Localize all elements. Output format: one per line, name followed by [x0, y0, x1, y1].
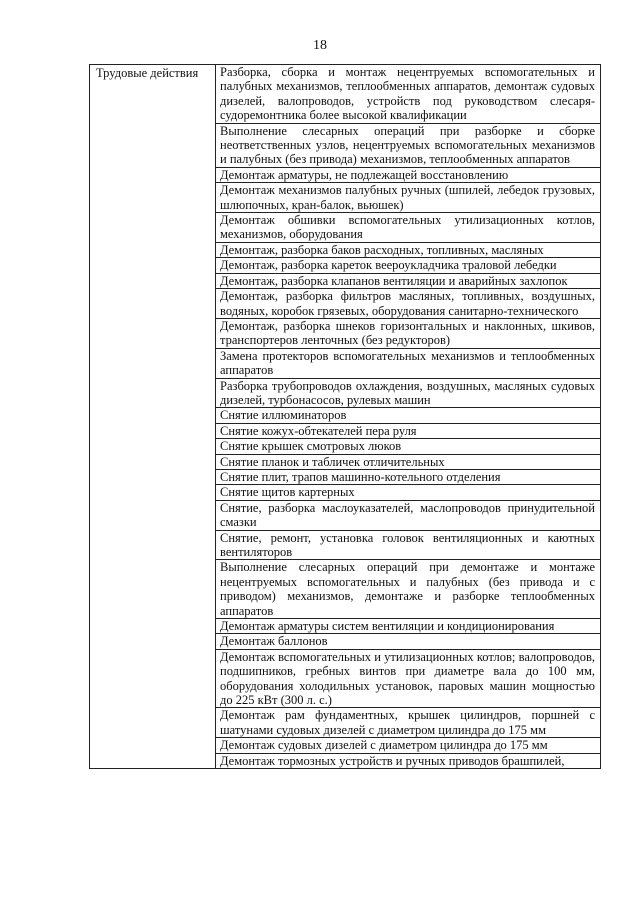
table-body — [90, 65, 601, 769]
table-cell: Снятие крышек смотровых люков — [216, 439, 601, 454]
table-cell: Демонтаж арматуры, не подлежащей восстановлению — [216, 167, 601, 182]
table-cell: Выполнение слесарных операций при демонтаже и монтаже нецентруемых вспомогательных и палубных (без привода и с приводом) механизмов, демонтаже и разборке теплообменных аппаратов — [216, 560, 601, 619]
table-cell: Снятие иллюминаторов — [216, 408, 601, 423]
table-cell: Демонтаж судовых дизелей с диаметром цилиндра до 175 мм — [216, 738, 601, 753]
table-cell: Демонтаж, разборка баков расходных, топливных, масляных — [216, 242, 601, 257]
page-bottom-margin — [0, 822, 640, 905]
table-cell: Демонтаж обшивки вспомогательных утилизационных котлов, механизмов, оборудования — [216, 213, 601, 243]
table-cell: Демонтаж арматуры систем вентиляции и кондиционирования — [216, 619, 601, 634]
labor-actions-table — [89, 64, 601, 769]
table-cell: Снятие кожух-обтекателей пера руля — [216, 423, 601, 438]
table-cell: Демонтаж, разборка клапанов вентиляции и аварийных захлопок — [216, 273, 601, 288]
table-row — [90, 65, 601, 124]
table-cell: Замена протекторов вспомогательных механизмов и теплообменных аппаратов — [216, 348, 601, 378]
table-cell: Демонтаж вспомогательных и утилизационных котлов; валопроводов, подшипников, гребных винтов при диаметре вала до 100 мм, оборудования холодильных установок, паровых машин мощностью до 225 кВт (300 л. с.) — [216, 649, 601, 708]
table-cell: Демонтаж, разборка фильтров масляных, топливных, воздушных, водяных, коробок грязевых, оборудования санитарно-технического — [216, 289, 601, 319]
table-cell: Разборка, сборка и монтаж нецентруемых вспомогательных и палубных механизмов, теплообменных аппаратов, демонтаж судовых дизелей, валопроводов, устройств под руководством слесаря-судоремонтника более высокой квалификации — [216, 65, 601, 124]
table-cell: Демонтаж, разборка кареток веероукладчика траловой лебедки — [216, 258, 601, 273]
table-cell: Демонтаж тормозных устройств и ручных приводов брашпилей, — [216, 753, 601, 768]
table-cell: Демонтаж, разборка шнеков горизонтальных и наклонных, шкивов, транспортеров ленточных (без редукторов) — [216, 318, 601, 348]
table-cell: Снятие плит, трапов машинно-котельного отделения — [216, 469, 601, 484]
page-number: 18 — [313, 38, 327, 53]
table-cell: Разборка трубопроводов охлаждения, воздушных, масляных судовых дизелей, турбонасосов, рулевых машин — [216, 378, 601, 408]
table-cell: Демонтаж рам фундаментных, крышек цилиндров, поршней с шатунами судовых дизелей с диаметром цилиндра до 175 мм — [216, 708, 601, 738]
table-cell: Снятие планок и табличек отличительных — [216, 454, 601, 469]
table-cell: Снятие, ремонт, установка головок вентиляционных и каютных вентиляторов — [216, 530, 601, 560]
table-cell: Демонтаж баллонов — [216, 634, 601, 649]
table-cell: Выполнение слесарных операций при разборке и сборке неответственных узлов, нецентруемых вспомогательных механизмов и палубных (без привода) механизмов, теплообменных аппаратов — [216, 123, 601, 167]
row-label-cell: Трудовые действия — [90, 65, 216, 769]
table-cell: Снятие, разборка маслоуказателей, маслопроводов принудительной смазки — [216, 500, 601, 530]
table-cell: Снятие щитов картерных — [216, 485, 601, 500]
table-cell: Демонтаж механизмов палубных ручных (шпилей, лебедок грузовых, шлюпочных, кран-балок, вьюшек) — [216, 183, 601, 213]
